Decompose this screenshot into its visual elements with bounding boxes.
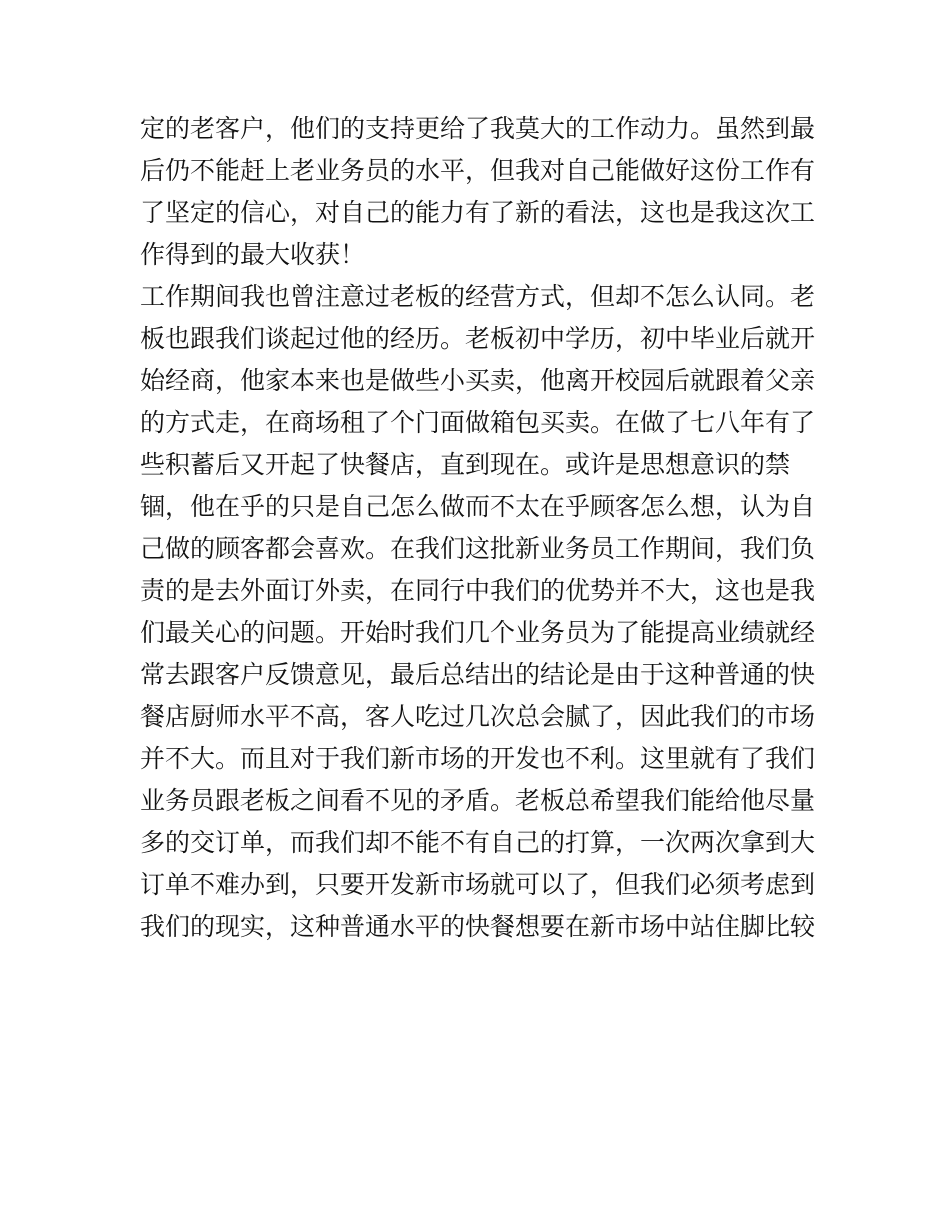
text-line: 多的交订单，而我们却不能不有自己的打算，一次两次拿到大 bbox=[140, 828, 816, 857]
text-line: 责的是去外面订外卖，在同行中我们的优势并不大，这也是我 bbox=[140, 576, 816, 605]
text-line: 锢，他在乎的只是自己怎么做而不太在乎顾客怎么想，认为自 bbox=[140, 492, 816, 521]
text-line: 始经商，他家本来也是做些小买卖，他离开校园后就跟着父亲 bbox=[140, 366, 816, 395]
text-line: 些积蓄后又开起了快餐店，直到现在。或许是思想意识的禁 bbox=[140, 450, 791, 479]
body-text bbox=[140, 108, 820, 948]
text-line: 了坚定的信心，对自己的能力有了新的看法，这也是我这次工 bbox=[140, 198, 816, 227]
text-line: 己做的顾客都会喜欢。在我们这批新业务员工作期间，我们负 bbox=[140, 534, 816, 563]
text-line: 工作期间我也曾注意过老板的经营方式，但却不怎么认同。老 bbox=[140, 282, 816, 311]
text-line: 们最关心的问题。开始时我们几个业务员为了能提高业绩就经 bbox=[140, 618, 816, 647]
text-line: 作得到的最大收获！ bbox=[140, 240, 366, 269]
text-line: 板也跟我们谈起过他的经历。老板初中学历，初中毕业后就开 bbox=[140, 324, 816, 353]
text-line: 常去跟客户反馈意见，最后总结出的结论是由于这种普通的快 bbox=[140, 660, 816, 689]
text-line: 的方式走，在商场租了个门面做箱包买卖。在做了七八年有了 bbox=[140, 408, 816, 437]
text-line: 订单不难办到，只要开发新市场就可以了，但我们必须考虑到 bbox=[140, 870, 816, 899]
text-line: 业务员跟老板之间看不见的矛盾。老板总希望我们能给他尽量 bbox=[140, 786, 816, 815]
text-line: 并不大。而且对于我们新市场的开发也不利。这里就有了我们 bbox=[140, 744, 816, 773]
text-line: 餐店厨师水平不高，客人吃过几次总会腻了，因此我们的市场 bbox=[140, 702, 816, 731]
text-line: 定的老客户，他们的支持更给了我莫大的工作动力。虽然到最 bbox=[140, 114, 816, 143]
text-line: 后仍不能赶上老业务员的水平，但我对自己能做好这份工作有 bbox=[140, 156, 816, 185]
text-line: 我们的现实，这种普通水平的快餐想要在新市场中站住脚比较 bbox=[140, 912, 816, 941]
